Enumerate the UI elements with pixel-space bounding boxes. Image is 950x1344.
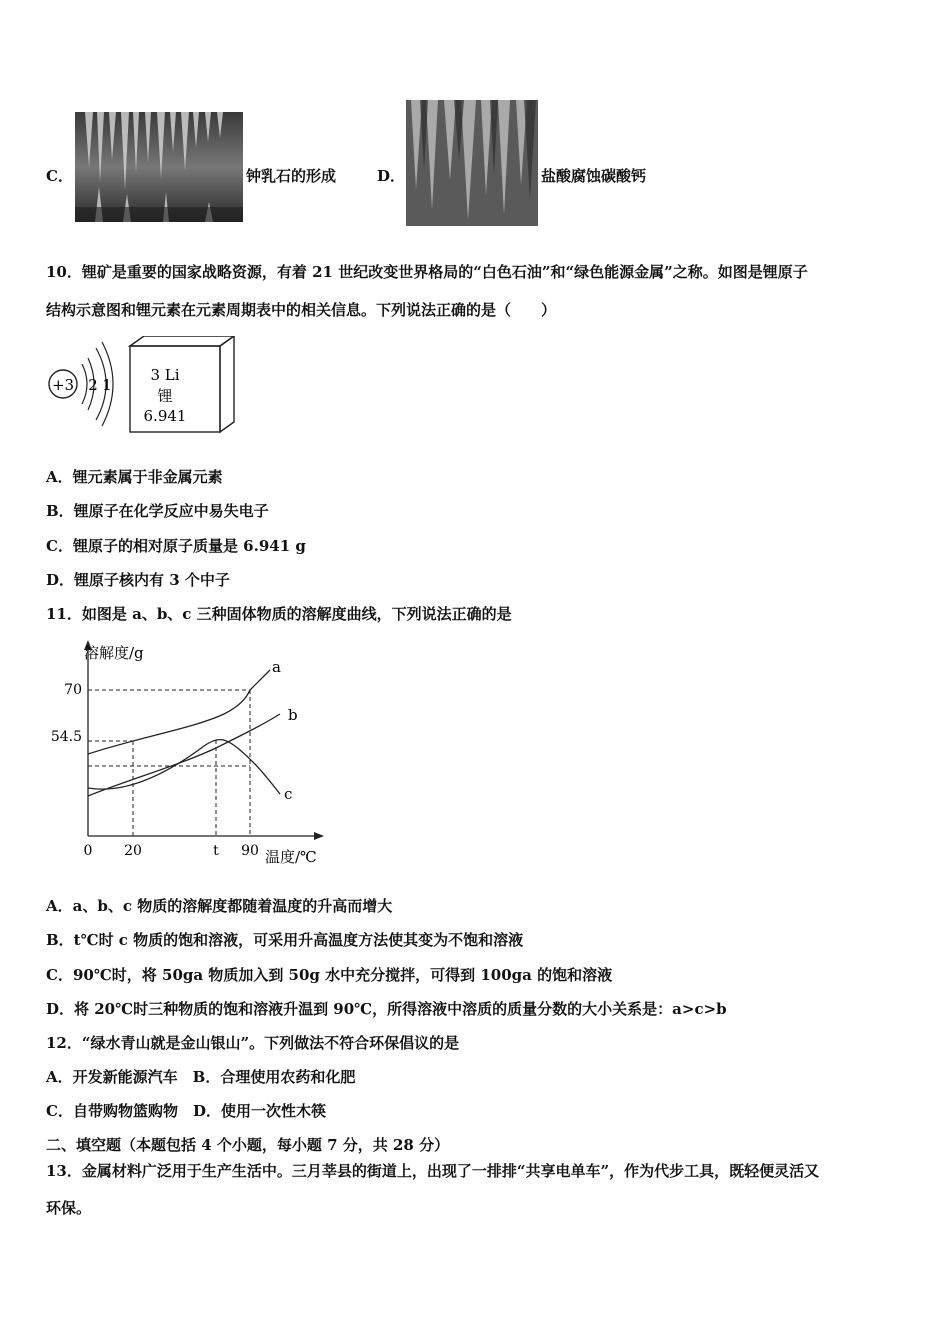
curve-b-label: b	[288, 706, 298, 724]
lithium-figure	[44, 336, 244, 436]
q13-line2: 环保。	[46, 1199, 92, 1217]
solubility-chart	[44, 636, 334, 870]
section-2-heading: 二、填空题（本题包括 4 个小题，每小题 7 分，共 28 分）	[46, 1136, 450, 1154]
q11-option-c: C．90℃时，将 50ga 物质加入到 50g 水中充分搅拌，可得到 100ga 的饱和溶液	[46, 966, 613, 984]
x-tick-90: 90	[241, 843, 259, 859]
curve-a-label: a	[272, 658, 281, 676]
x-tick-20: 20	[124, 843, 142, 859]
q10-stem-line2: 结构示意图和锂元素在元素周期表中的相关信息。下列说法正确的是（ ）	[46, 301, 557, 319]
x-tick-0: 0	[83, 843, 93, 859]
q12-options-row1: A．开发新能源汽车 B．合理使用农药和化肥	[46, 1068, 356, 1086]
q10-stem-line1: 10．锂矿是重要的国家战略资源，有着 21 世纪改变世界格局的“白色石油”和“绿色能源金属”之称。如图是锂原子	[46, 263, 808, 281]
atom-shell-2: 1	[102, 376, 112, 394]
q11-option-b: B．t℃时 c 物质的饱和溶液，可采用升高温度方法使其变为不饱和溶液	[46, 931, 524, 949]
q10-option-a: A．锂元素属于非金属元素	[46, 468, 223, 486]
x-tick-t: t	[213, 843, 219, 859]
q12-options-row2: C．自带购物篮购物 D．使用一次性木筷	[46, 1102, 326, 1120]
q11-option-a: A．a、b、c 物质的溶解度都随着温度的升高而增大	[46, 897, 393, 915]
q11-option-d: D．将 20℃时三种物质的饱和溶液升温到 90℃，所得溶液中溶质的质量分数的大小关系是：a>c>b	[46, 1000, 727, 1018]
y-tick-70: 70	[64, 682, 82, 698]
y-axis-label: 溶解度/g	[84, 644, 144, 662]
curve-a	[88, 670, 270, 754]
atom-structure-diagram	[49, 342, 113, 426]
element-mass: 6.941	[143, 407, 187, 425]
atom-shell-1: 2	[88, 376, 98, 394]
q13-line1: 13．金属材料广泛用于生产生活中。三月莘县的街道上，出现了一排排“共享电单车”，作为代步工具，既轻便灵活又	[46, 1162, 820, 1180]
option-c-label: C．	[46, 167, 73, 185]
option-c-caption: 钟乳石的形成	[246, 167, 337, 185]
q10-option-b: B．锂原子在化学反应中易失电子	[46, 502, 269, 520]
q12-stem: 12．“绿水青山就是金山银山”。下列做法不符合环保倡议的是	[46, 1034, 460, 1052]
element-card	[130, 336, 234, 432]
atom-nucleus: +3	[51, 376, 75, 394]
guide-lines	[88, 690, 250, 836]
y-tick-54-5: 54.5	[50, 729, 82, 745]
x-axis-label: 温度/℃	[265, 848, 317, 866]
stalactite-photo	[75, 112, 243, 222]
option-d-caption: 盐酸腐蚀碳酸钙	[541, 167, 647, 185]
element-number-symbol: 3 Li	[150, 366, 180, 384]
curve-b	[88, 714, 280, 796]
curve-c	[88, 740, 280, 794]
cave-photo	[406, 100, 538, 226]
q10-option-d: D．锂原子核内有 3 个中子	[46, 571, 230, 589]
q10-option-c: C．锂原子的相对原子质量是 6.941 g	[46, 537, 306, 555]
q11-stem: 11．如图是 a、b、c 三种固体物质的溶解度曲线，下列说法正确的是	[46, 605, 512, 623]
curve-c-label: c	[284, 785, 293, 803]
option-d-label: D．	[377, 167, 406, 185]
x-axis-arrow	[314, 832, 324, 840]
element-name: 锂	[157, 387, 173, 405]
